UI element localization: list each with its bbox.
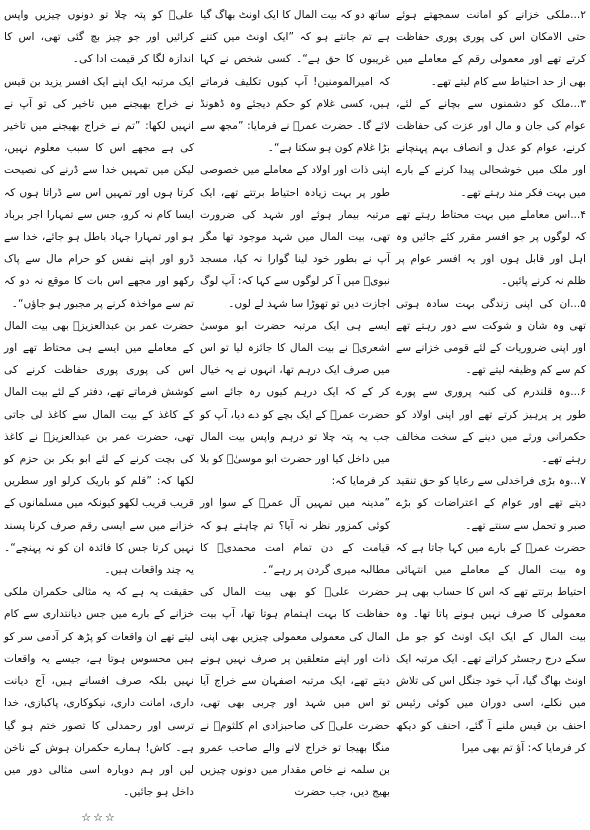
column-middle: [200, 4, 390, 800]
paragraph: ایک مرتبہ ایک اپنے ایک افسر یزید بن قیس نے خراج بھیجنے میں تاخیر کی تو آپ نے انہیں لکھا: ”تم نے خراج بھیجنے میں تاخیر کی ہے مجھے اس کا سبب معلوم نہیں، لیکن میں تمہیں خدا سے ڈرنے کی نصیحت کرتا ہوں اور تمہیں اس سے ڈراتا ہوں کہ ایسا کام نہ کرو، جس سے تمہارا اجر برباد ہو اور تمہارا جہاد باطل ہو جائے، خدا سے ڈرو اور اپنے نفس کو حرام مال سے پاک رکھو اور مجھے اس بات کا موقع نہ دو کہ تم سے مواخذہ کرنے پر مجبور ہو جاؤں“۔: [4, 75, 194, 310]
paragraph: حضرت عمرؓ کے بارے میں کہا جاتا ہے کہ وہ بیت المال کے معاملے میں انتہائی احتیاط برتتے تھے کہ اس کا حساب بھی ہر معمولی کا صرف نہیں ہونے پاتا تھا۔ وہ بیت المال کے ایک ایک اونٹ کو جو مل سکے درج رجسٹر کراتے تھے۔ ایک مرتبہ ایک اونٹ بھاگ گیا، آپ خود جنگل اس کی تلاش میں نکلے، اسی دوران میں کوئی رئیس احنف بن قیس ملنے آ گئے، احنف کو دیکھ کر فرمایا کہ: آؤ تم بھی میرا: [396, 541, 586, 754]
column-left: [4, 4, 194, 825]
paragraph: علیؓ کو پتہ چلا تو دونوں چیزیں واپس کرائیں اور جو چیز بچ گئی تھی، اس کا اندازہ لگا کر قیمت ادا کی۔: [4, 9, 194, 66]
paragraph: ایسے ہی ایک مرتبہ حضرت ابو موسیٰ اشعریؓ نے بیت المال کا جائزہ لیا تو اس میں صرف ایک درہم تھا، انہوں نے یہ خیال کر کے کہ ایک درہم کیوں رہ جائے اسے حضرت عمرؓ کے ایک بچے کو دے دیا، آپ کو جب یہ پتہ چلا تو درہم واپس بیت المال میں داخل کیا اور حضرت ابو موسیٰؓ کو بلا کر فرمایا کہ:: [200, 319, 390, 488]
paragraph: حضرت عمر بن عبدالعزیزؒ بھی بیت المال کے معاملے میں ایسے ہی محتاط تھے اور اس کی پوری پوری حفاظت کرنے کی کوشش فرماتے تھے، دفتر کے لئے بیت المال کے کاغذ کے بیت المال سے کاغذ لی جاتی تھی، حضرت عمر بن عبدالعزیزؒ نے کاغذ کی بچت کرنے کے لئے ابو بکر بن حزم کو لکھا کہ: ”قلم کو باریک کرلو اور سطریں قریب قریب لکھو کیونکہ میں مسلمانوں کے خزانے میں سے ایسی رقم صرف کرنا پسند نہیں کرتا جس کا فائدہ ان کو نہ پہنچے“۔ یہ چند واقعات ہیں۔: [4, 319, 194, 577]
paragraph: حضرت علیؓ کو بھی بیت المال کی حفاظت کا بہت اہتمام ہوتا تھا، آپ بیت المال کی معمولی معمولی چیزیں بھی اپنی ذات اور اپنے متعلقین پر صرف نہیں ہونے دیتے تھے، ایک مرتبہ اصفہان سے خراج آیا تو اس میں شہد اور چربی بھی تھی، حضرت علیؓ کی صاحبزادی ام کلثومؓ نے منگا بھیجا تو خراج لانے والے صاحب عمرو بن سلمہ نے خاص مقدار میں دونوں چیزیں بھیج دیں، جب حضرت: [200, 586, 390, 799]
paragraph: ۲...ملکی خزانے کو امانت سمجھتے ہوئے حتی الامکان اس کی پوری پوری حفاظت کرتے تھے اور معمولی رقم کے معاملے میں بھی از حد احتیاط سے کام لیتے تھے۔: [396, 9, 586, 88]
paragraph: اپنی ذات اور اولاد کے معاملے میں خصوصی طور پر بہت زیادہ احتیاط برتتے تھے، ایک مرتبہ بیمار ہوئے اور شہد کی ضرورت تھی، بیت المال میں شہد موجود تھا مگر آپ نے بطور خود لینا گوارا نہ کیا، مسجد نبویؐ میں آ کر لوگوں سے کہا کہ: آپ لوگ اجازت دیں تو تھوڑا سا شہد لے لوں۔: [200, 164, 390, 310]
paragraph: ”مدینہ میں تمہیں آل عمرؓ کے سوا اور کوئی کمزور نظر نہ آیا؟ تم چاہتے ہو کہ قیامت کے دن تمام امت محمدیؐ کا مطالبہ میری گردن پر رہے“۔: [200, 497, 390, 577]
end-mark-stars: ☆☆☆: [81, 811, 117, 825]
paragraph: ۵...ان کی اپنی زندگی بہت سادہ ہوتی تھی وہ شان و شوکت سے دور رہتے تھے اور اپنی ضروریات کے لئے قومی خزانے سے کم سے کم وظیفہ لیتے تھے۔: [396, 297, 586, 377]
paragraph: ۳...ملک کو دشمنوں سے بچانے کے لئے، عوام کی جان و مال اور عزت کی حفاظت کرنے، عوام کو عدل و انصاف بہم پہنچانے اور ملک میں خوشحالی پیدا کرنے کے بارے میں بہت فکر مند رہتے تھے۔: [396, 97, 586, 199]
paragraph: ۴...اس معاملے میں بہت محتاط رہتے تھے کہ لوگوں پر جو افسر مقرر کئے جائیں وہ اہل اور قابل ہوں اور یہ افسر عوام پر ظلم نہ کرنے پائیں۔: [396, 208, 586, 288]
paragraph: ۷...وہ بڑی فراخدلی سے رعایا کو حق تنقید دیتے تھے اور عوام کے اعتراضات کو بڑے صبر و تحمل سے سنتے تھے۔: [396, 475, 586, 532]
paragraph: ۶...وہ قلندرم کی کنبہ پروری سے پورے طور پر پرہیز کرتے تھے اور اپنی اولاد کو حکمرانی ورثے میں دینے کے سخت مخالف رہتے تھے۔: [396, 386, 586, 466]
paragraph: حقیقت یہ ہے کہ یہ مثالی حکمران ملکی خزانے کے بارے میں جس دیانتداری سے کام لیتے تھے ان واقعات کو پڑھ کر آدمی سر کو ہیں محسوس ہوتا ہے، جیسے یہ واقعات نہیں بلکہ صرف افسانے ہیں، آج دیانت داری، امانت داری، نیکوکاری، پاکبازی، خدا ترسی اور رحمدلی کا تصور ختم ہو گیا ہے۔ کاش! ہمارے حکمران ہوش کے ناخن لیں اور ہم دوبارہ اسی مثالی دور میں داخل ہو جائیں۔: [4, 586, 194, 799]
column-right: [396, 4, 586, 800]
paragraph: ساتھ دو کہ بیت المال کا ایک اونٹ بھاگ گیا ہے تم جانتے ہو کہ ”ایک اونٹ میں کتنے غریبوں کا حق ہے“۔ کسی شخص نے کہا کہ امیرالمومنین! آپ کیوں تکلیف فرماتے ہیں، کسی غلام کو حکم دیجئے وہ ڈھونڈ لائے گا۔ حضرت عمرؓ نے فرمایا: ”مجھ سے بڑا غلام کون ہو سکتا ہے“۔: [200, 9, 390, 155]
